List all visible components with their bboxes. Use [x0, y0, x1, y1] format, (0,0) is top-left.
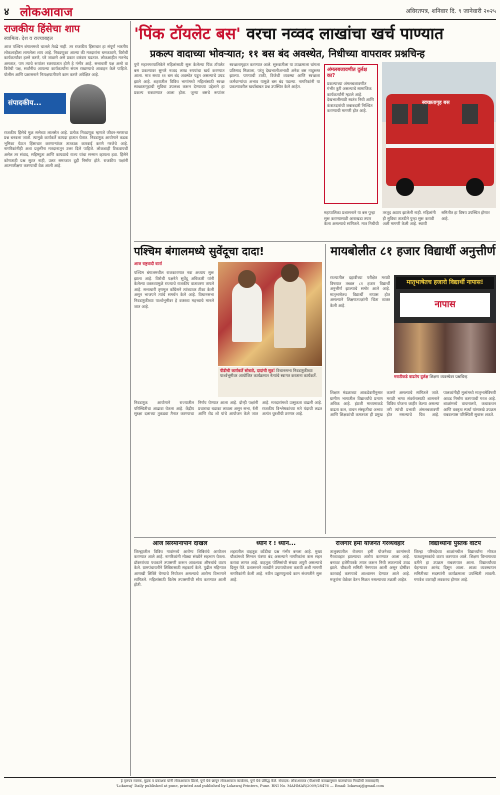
wb-photo — [218, 262, 322, 366]
issue-date: अविरतपत्र, शनिवार दि. ९ जानेवारी २०२५ — [405, 8, 496, 15]
student-caption-text: शिक्षण व्यवस्थेवर प्रश्नचिन्ह — [429, 374, 468, 379]
page-number: ४ — [4, 7, 10, 18]
wb-body-continued: निवडणूक आयोगाने राज्यातील परिस्थितीचा आढावा घेतला आहे. केंद्रीय सुरक्षा दलाच्या तुकड्या तैनात करण्याचा निर्णय घेण्यात आला आहे. दोन्ही पक्षांनी प्रचाराचा धडाका लावला असून सभा, रॅली आणि रोड शो यांचे आयोजन केले जात आहे. मतदारांमध्ये उत्सुकता वाढली आहे. राजकीय विश्लेषकांच्या मते यंदाची लढत अत्यंत चुरशीची ठरणार आहे. — [134, 400, 322, 417]
editor-photo — [70, 84, 106, 124]
student-body-continued: शिक्षण मंडळाच्या आकडेवारीनुसार ग्रामीण भागातील विद्यार्थ्यांचे प्रमाण अधिक आहे. इंग्रजी माध्यमाकडे वाढता कल, वाचन संस्कृतीचा अभाव आणि शिक्षकांची कमतरता ही प्रमुख कारणे असल्याचे सांगितले जाते. मराठी भाषा संवर्धनासाठी शासनाने विविध योजना जाहीर केल्या असल्या तरी त्यांची प्रभावी अंमलबजावणी होत नसल्याचे चित्र आहे. पालकांनीही मुलांमध्ये मातृभाषेविषयी आवड निर्माण करण्याची गरज आहे. शाळांमध्ये वाचनालये, कथाकथन आणि वक्तृत्व स्पर्धा यांसारखे उपक्रम राबवल्यास परिस्थिती सुधारू शकते. — [330, 390, 496, 418]
student-caption-head: मराठीकडे वाढतेय दुर्लक्ष — [394, 374, 429, 379]
lower-story-body: तालुक्यातील रोजगार हमी योजनेच्या कामांमध्ये गैरव्यवहार झाल्याचा आरोप करण्यात आला आहे. बनावट हजेरीपत्रके तयार करून निधी लाटल्याचे उघड झाले. चौकशी समिती नेमण्यात आली असून दोषींवर कारवाई करण्याचे आश्वासन देण्यात आले आहे. मजुरांना वेळेवर वेतन मिळत नसल्याच्या तक्रारी आहेत. — [330, 548, 410, 582]
left-column — [4, 21, 128, 776]
section-rule — [134, 537, 496, 538]
lead-headline-part1: 'पिंक टॉयलेट बस' — [134, 24, 241, 43]
lower-story — [134, 541, 226, 771]
bottom-rule — [4, 777, 496, 778]
editorial-title: राजकीय हिंसेचा शाप — [4, 24, 80, 35]
lower-story — [330, 541, 410, 771]
student-caption — [394, 374, 496, 388]
wb-caption — [218, 367, 322, 397]
newspaper-logo: लोकआवाज — [20, 4, 73, 19]
wb-headline: पश्चिम बंगालमध्ये सुवेंदूचा दादा! — [134, 245, 265, 258]
lower-story-head: ध्यान रे ! ध्यान... — [256, 541, 296, 547]
lower-story-body: शहरातील वाहतूक कोंडीचा प्रश्न गंभीर बनला आहे. मुख्य चौकांमध्ये सिग्नल यंत्रणा बंद असल्याने नागरिकांना त्रास सहन करावा लागत आहे. वाहतूक पोलिसांची संख्या अपुरी असल्याचे दिसून येते. प्रशासनाने तातडीने उपाययोजना करावी अशी मागणी नागरिकांनी केली आहे. नवीन उड्डाणपुलाचे काम संथगतीने सुरू आहे. — [230, 548, 322, 582]
lower-story-body: जिल्हा परिषदेच्या शाळांमधील विद्यार्थ्यांना मोफत पाठ्यपुस्तकांचे वाटप करण्यात आले. शिक्षण विभागाच्या वतीने हा उपक्रम राबवण्यात आला. विद्यार्थ्यांच्या चेहऱ्यावर आनंद दिसून आला. शाळा व्यवस्थापन समितीच्या सदस्यांनी कार्यक्रमाला उपस्थिती लावली. गणवेश वाटपही लवकरच होणार आहे. — [414, 548, 496, 582]
imprint-footer — [4, 779, 496, 793]
wb-caption-text: विधानसभा निवडणुकीच्या पार्श्वभूमीवर आयोजित कार्यक्रमात नेत्यांचे स्वागत करताना कार्यकर्ते. — [220, 368, 317, 379]
wb-body: पश्चिम बंगालमधील राजकारणात नवा अध्याय सुरू झाला आहे. विरोधी पक्षनेते सुवेंदू अधिकारी यांनी केलेल्या वक्तव्यामुळे राज्याचे राजकीय वातावरण तापले आहे. सत्ताधारी तृणमूल काँग्रेसने त्यांच्यावर टीका केली असून भाजपने त्यांचे समर्थन केले आहे. विधानसभा निवडणुकीच्या पार्श्वभूमीवर हे वक्तव्य महत्त्वाचे मानले जात आहे. — [134, 270, 214, 309]
lower-story-head: विद्यार्थ्यांना पुस्तक वाटप — [429, 541, 481, 547]
pink-toilet-bus-photo — [382, 62, 496, 208]
editorial-subtitle: स्वामित्व: देश व राज्याबद्दल — [4, 36, 53, 42]
editorial-text-1: आज पश्चिम बंगालमध्ये चालले तेवढे नाही. तर राजकीय हिंसाचार हा संपूर्ण भारतीय लोकशाहीला लागलेला शाप आहे. निवडणुका आल्या की मतदारांना धमकावणे, विरोधी कार्यकर्त्यांवर हल्ले करणे, घरे जाळणे असे प्रकार वारंवार घडतात. लोकशाहीत मतभेद असतात, पण त्याचे रूपांतर रक्तपातात होणे हे गंभीर आहे. सत्ताधारी पक्ष असो वा विरोधी पक्ष, सर्वांनीच आपल्या कार्यकर्त्यांना संयम राखण्याचे आवाहन केले पाहिजे. पोलीस आणि प्रशासनाने निःपक्षपातीपणे काम करणे अपेक्षित आहे. — [4, 44, 128, 77]
lower-story-head: रोजगार हमी योजनेत गैरव्यवहार — [335, 541, 405, 547]
wb-byline: आज राष्ट्रवादी वार्ता — [134, 261, 162, 266]
lower-story — [414, 541, 496, 771]
imprint-line-2: 'Lokawaj' Daily published at pune, printed and published by Lokawaj Printers, Pune. RNI No. MAHMAR/2009/28476 — Email: lokawaj@gmail.com — [116, 783, 384, 788]
lead-sidebar-title: अंमलबजावणीत दुर्लक्ष का? — [327, 67, 367, 79]
photo-banner: मातृभाषेतच हजारो विद्यार्थी नापास! — [396, 277, 494, 289]
section-rule — [134, 241, 496, 242]
editorial-text-2: राजकीय हिंसेचे मूळ सत्तेच्या लालसेत आहे. प्रत्येक निवडणूक म्हणजे जीवन-मरणाचा प्रश्न बनवला जातो. त्यामुळे कार्यकर्ते कायदा हातात घेतात. निवडणूक आयोगाने कडक भूमिका घेऊन हिंसाचार करणाऱ्यांवर तात्काळ कारवाई करणे गरजेचे आहे. नागरिकांनीही अशा प्रवृत्तींना मतदानातून उत्तर दिले पाहिजे. लोकशाही टिकवायची असेल तर संवाद, सहिष्णुता आणि कायद्याचे राज्य यांचा सन्मान व्हायला हवा. हिंसेने कोणताही प्रश्न सुटत नाही, उलट समाजात दुही निर्माण होते. राजकीय पक्षांनी आत्मपरीक्षण करण्याची वेळ आली आहे. — [4, 129, 128, 169]
lower-story — [230, 541, 322, 771]
masthead — [4, 4, 496, 18]
photo-sign: नापास — [400, 293, 490, 317]
lead-body: पुणे महानगरपालिकेने महिलांसाठी सुरू केलेल्या पिंक टॉयलेट बस प्रकल्पावर सुमारे नव्वद लाख रुपयांचा खर्च करण्यात आला. मात्र सध्या ११ बस बंद अवस्थेत पडून असल्याचे उघड झाले आहे. शहरातील विविध भागांमध्ये महिलांसाठी स्वच्छ स्वच्छतागृहाची सुविधा उपलब्ध करून देण्याच्या उद्देशाने हा प्रकल्प राबवण्यात आला होता. जुन्या बसचे रूपांतर स्वच्छतागृहात करण्यात आले. सुरुवातीला या उपक्रमाला चांगला प्रतिसाद मिळाला, परंतु देखभालीअभावी अनेक बस नादुरुस्त झाल्या. पाण्याची टाकी, विजेची व्यवस्था आणि स्वच्छता कर्मचाऱ्यांचा अभाव यामुळे बस बंद पडल्या. नागरिकांनी या प्रकल्पावरील खर्चाबाबत प्रश्न उपस्थित केले आहेत. — [134, 62, 320, 95]
lead-subheadline: प्रकल्प वादाच्या भोवऱ्यात; ११ बस बंद अवस्थेत, निधीच्या वापरावर प्रश्नचिन्ह — [150, 49, 425, 60]
lower-story-head: आज सिरमानापाने दाखल — [152, 541, 208, 547]
student-body: राज्यातील दहावीच्या परीक्षेत मराठी विषयात तब्बल ८१ हजार विद्यार्थी अनुत्तीर्ण झाल्याचे समोर आले आहे. मातृभाषेतच विद्यार्थी नापास होत असल्याने शिक्षणतज्ज्ञांनी चिंता व्यक्त केली आहे. — [330, 275, 390, 308]
lead-headline-part2: वरचा नव्वद लाखांचा खर्च पाण्यात — [240, 24, 444, 43]
imprint-line-1: हे वृत्तपत्र मालक, मुद्रक व प्रकाशक यांनी लोकआवाज प्रिंटर्स, पुणे येथे छापून लोकआवाज कार्यालय, पुणे येथे प्रसिद्ध केले. संपादक: लोकआवाज (पीआरबी कायद्यानुसार बातम्यांच्या निवडीची जबाबदारी) — [120, 779, 380, 783]
student-headline: मायबोलीत ८१ हजार विद्यार्थी अनुत्तीर्ण — [330, 244, 496, 258]
lead-body-continued: महापालिका प्रशासनाने या बस पुन्हा सुरू करण्यासाठी आराखडा तयार केला असल्याचे सांगितले. मात्र निधीची तरतूद अद्याप झालेली नाही. महिलांनी ही सुविधा तातडीने पुन्हा सुरू करावी अशी मागणी केली आहे. स्थायी समितीत हा विषय उपस्थित होणार आहे. — [324, 210, 490, 227]
column-divider — [325, 244, 326, 534]
top-rule — [4, 19, 496, 20]
bus-photo-label: स्वच्छतागृह बस — [422, 100, 450, 106]
editorial-badge: संपादकीय... — [4, 93, 66, 114]
student-protest-photo — [394, 275, 496, 373]
column-divider — [130, 21, 131, 776]
wb-caption-head: पीडीची कार्यकर्ते सोबतो, दादांची सूत्र! — [220, 368, 275, 373]
lower-story-body: जिल्ह्यातील विविध गावांमध्ये आरोग्य शिबिरांचे आयोजन करण्यात आले आहे. नागरिकांनी मोठ्या संख्येने सहभाग घेतला. डॉक्टरांच्या पथकाने तपासणी करून आवश्यक औषधांचे वाटप केले. ग्रामपंचायतीने शिबिरासाठी सहकार्य केले. पुढील महिन्यात आणखी शिबिरे घेण्याचे नियोजन असल्याचे आरोग्य विभागाने सांगितले. महिलांसाठी विशेष तपासणीची सोय करण्यात आली होती. — [134, 548, 226, 588]
lead-sidebar — [324, 64, 378, 204]
lead-headline — [134, 22, 496, 44]
editor-box — [4, 82, 128, 126]
lead-sidebar-text: प्रकल्पाच्या अंमलबजावणीत गंभीर त्रुटी असल्याचे सामाजिक कार्यकर्त्यांनी म्हटले आहे. देखभालीसाठी स्वतंत्र निधी आणि कंत्राटदारांची जबाबदारी निश्चित करण्याची मागणी होत आहे. — [327, 81, 374, 114]
